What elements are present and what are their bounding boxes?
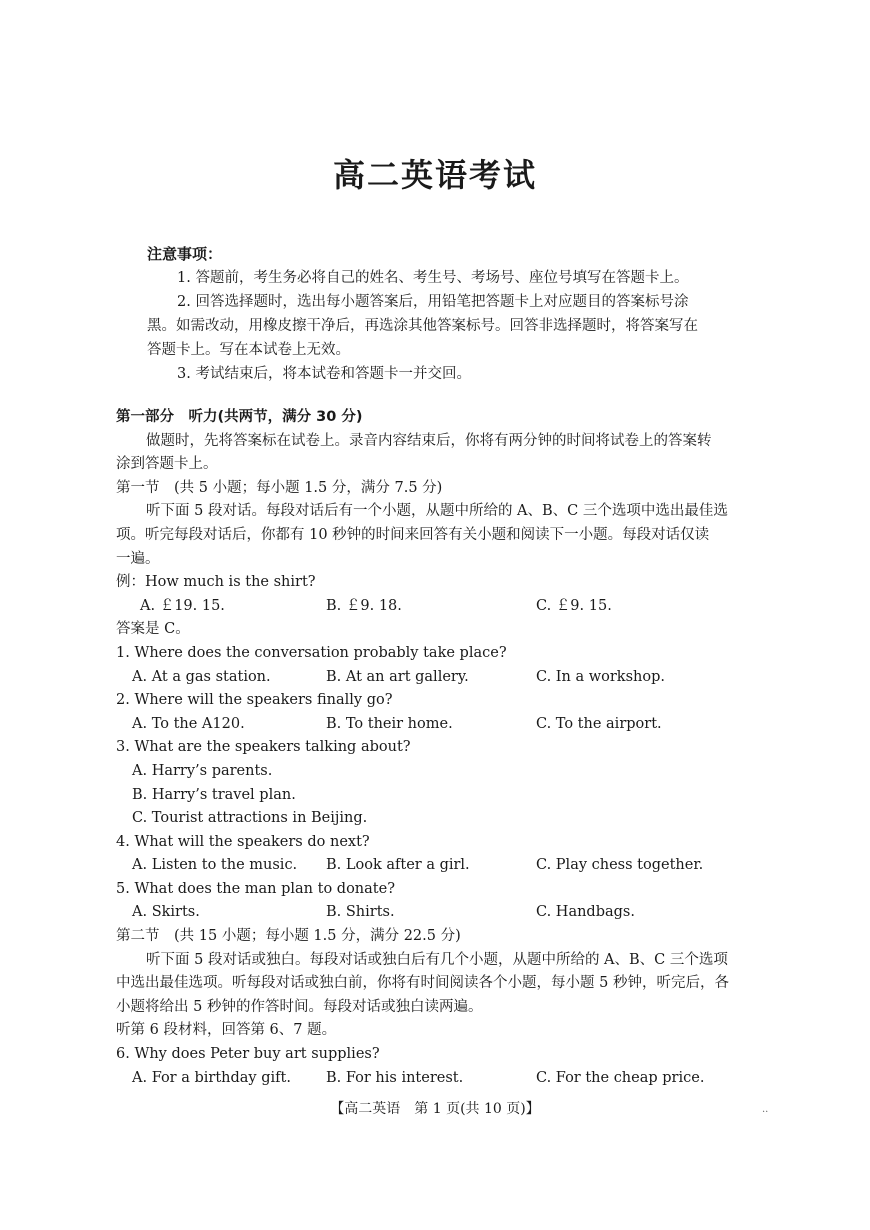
question-1-options	[116, 666, 756, 690]
notice-line: 黑。如需改动，用橡皮擦干净后，再选涂其他答案标号。回答非选择题时，将答案写在	[147, 318, 698, 334]
section2-heading: 第二节 (共 15 小题；每小题 1.5 分，满分 22.5 分)	[116, 928, 461, 945]
section2-intro-line: 中选出最佳选项。听每段对话或独白前，你将有时间阅读各个小题，每小题 5 秒钟，听完后，各	[116, 975, 729, 992]
question-6: 6. Why does Peter buy art supplies?	[116, 1046, 380, 1063]
question-4: 4. What will the speakers do next?	[116, 833, 370, 850]
option-c: C. Handbags.	[536, 904, 635, 921]
option-c: C. Tourist attractions in Beijing.	[132, 810, 368, 827]
option-b: B. To their home.	[326, 715, 453, 732]
section2-intro-line: 小题将给出 5 秒钟的作答时间。每段对话或独白读两遍。	[116, 998, 483, 1015]
option-a: A. At a gas station.	[132, 668, 271, 685]
option-a: A. For a birthday gift.	[132, 1069, 291, 1086]
option-b: B. Harry’s travel plan.	[132, 786, 296, 803]
option-a: A. Harry’s parents.	[132, 762, 273, 779]
question-5: 5. What does the man plan to donate?	[116, 880, 395, 897]
option-c: C. For the cheap price.	[536, 1069, 705, 1086]
option-b: B. Look after a girl.	[326, 857, 470, 874]
exam-title: 高二英语考试	[332, 156, 537, 194]
example-answer: 答案是 C。	[116, 621, 190, 638]
question-6-options	[116, 1067, 756, 1091]
option-a: A. Listen to the music.	[132, 857, 298, 874]
option-c: C. Play chess together.	[536, 857, 704, 874]
notice-line: 1. 答题前，考生务必将自己的姓名、考生号、考场号、座位号填写在答题卡上。	[177, 270, 689, 286]
option-a: A. ￡19. 15.	[140, 597, 225, 614]
example-question: 例：How much is the shirt?	[116, 574, 316, 591]
question-4-options	[116, 854, 756, 878]
option-a: A. To the A120.	[132, 715, 245, 732]
notice-line: 2. 回答选择题时，选出每小题答案后，用铅笔把答题卡上对应题目的答案标号涂	[177, 294, 689, 310]
part1-intro-line: 做题时，先将答案标在试卷上。录音内容结束后，你将有两分钟的时间将试卷上的答案转	[146, 432, 712, 449]
corner-mark: ..	[762, 1104, 769, 1115]
option-c: C. ￡9. 15.	[536, 597, 612, 614]
question-1: 1. Where does the conversation probably take place?	[116, 644, 507, 661]
example-options	[116, 595, 756, 619]
option-c: C. In a workshop.	[536, 668, 665, 685]
section1-intro-line: 项。听完每段对话后，你都有 10 秒钟的时间来回答有关小题和阅读下一小题。每段对话仅读	[116, 526, 710, 543]
part1-heading: 第一部分 听力(共两节，满分 30 分)	[116, 409, 363, 425]
option-b: B. ￡9. 18.	[326, 597, 402, 614]
page-footer: 【高二英语 第 1 页(共 10 页)】	[330, 1101, 540, 1117]
notice-line: 答题卡上。写在本试卷上无效。	[147, 342, 350, 358]
part1-intro-line: 涂到答题卡上。	[116, 456, 218, 473]
option-b: B. Shirts.	[326, 904, 395, 921]
section2-intro-line: 听下面 5 段对话或独白。每段对话或独白后有几个小题，从题中所给的 A、B、C 三个选项	[146, 951, 728, 968]
notice-line: 3. 考试结束后，将本试卷和答题卡一并交回。	[177, 366, 471, 382]
question-5-options	[116, 901, 756, 925]
question-2-options	[116, 713, 756, 737]
section1-heading: 第一节 (共 5 小题；每小题 1.5 分，满分 7.5 分)	[116, 479, 443, 496]
part1-block	[116, 406, 756, 1090]
section1-intro-line: 听下面 5 段对话。每段对话后有一个小题，从题中所给的 A、B、C 三个选项中选出最佳选	[146, 503, 728, 520]
question-2: 2. Where will the speakers finally go?	[116, 692, 393, 709]
section1-intro-line: 一遍。	[116, 550, 160, 567]
material-6-instruction: 听第 6 段材料，回答第 6、7 题。	[116, 1022, 337, 1039]
option-c: C. To the airport.	[536, 715, 662, 732]
option-a: A. Skirts.	[132, 904, 200, 921]
option-b: B. At an art gallery.	[326, 668, 469, 685]
notice-block	[147, 242, 747, 386]
question-3: 3. What are the speakers talking about?	[116, 739, 411, 756]
option-b: B. For his interest.	[326, 1069, 464, 1086]
notice-heading: 注意事项：	[147, 245, 223, 263]
